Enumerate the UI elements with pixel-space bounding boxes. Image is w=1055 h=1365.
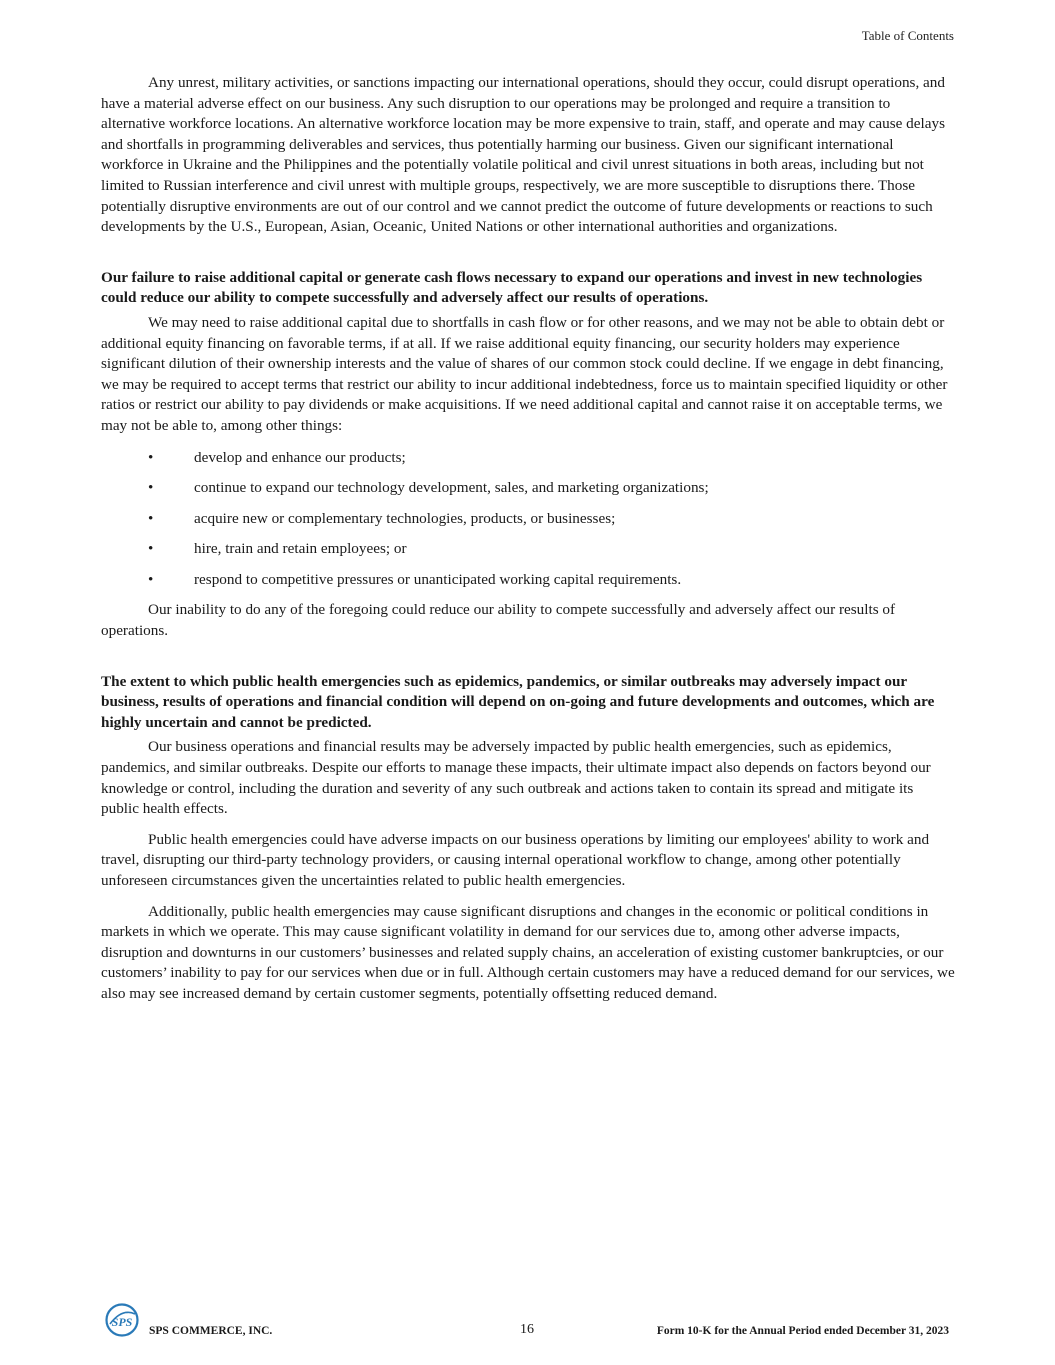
bullet-list [101, 448, 955, 591]
bullet-marker: • [148, 479, 154, 497]
paragraph-health-operations: Public health emergencies could have adverse impacts on our business operations by limiting our employees' ability to work and travel, disrupting our third-party technology providers, or causing internal operational workflow to change, among other potentially unforeseen circumstances given the uncertainties related to public health emergencies. [101, 830, 930, 889]
list-item: • develop and enhance our products; [101, 448, 955, 469]
page-footer [0, 1300, 1055, 1350]
list-item: • hire, train and retain employees; or [101, 539, 955, 560]
paragraph-unrest: Any unrest, military activities, or sanctions impacting our international operations, should they occur, could disrupt operations, and have a material adverse effect on our business. Any such disruption to our operations may be prolonged and require a transition to alternative workforce locations. An alternative workforce location may be more expensive to train, staff, and operate and may cause delays and shortfalls in programming deliverables and services, thus potentially harming our business. Given our significant international workforce in Ukraine and the Philippines and the potentially volatile political and civil unrest situations in both areas, including but not limited to Russian interference and civil unrest with multiple groups, respectively, we are more susceptible to disruptions there. Those potentially disruptive environments are out of our control and we cannot predict the outcome of future developments or reactions to such developments by the U.S., European, Asian, Oceanic, United Nations or other international authorities and organizations. [101, 74, 945, 236]
list-item: • continue to expand our technology development, sales, and marketing organizations; [101, 478, 955, 499]
list-item: • acquire new or complementary technologies, products, or businesses; [101, 509, 955, 530]
table-of-contents-link[interactable]: Table of Contents [861, 28, 954, 43]
heading-capital-risk: Our failure to raise additional capital or generate cash flows necessary to expand our operations and invest in new technologies could reduce our ability to compete successfully and adversely affect our results of operations. [101, 268, 923, 307]
svg-text:SPS: SPS [111, 1315, 133, 1329]
sps-logo-icon [104, 1302, 140, 1338]
company-name: SPS COMMERCE, INC. [149, 1325, 273, 1337]
bullet-marker: • [148, 570, 154, 588]
paragraph-capital: We may need to raise additional capital due to shortfalls in cash flow or for other reasons, and we may not be able to obtain debt or additional equity financing on favorable terms, if at all. If we raise additional equity financing, our security holders may experience significant dilution of their ownership interests and the value of shares of our common stock could decline. If we engage in debt financing, we may be required to accept terms that restrict our ability to incur additional indebtedness, force us to maintain specified liquidity or other ratios or restrict our ability to pay dividends or make acquisitions. If we need additional capital and cannot raise it on acceptable terms, we may not be able to, among other things: [101, 313, 948, 434]
bullet-marker: • [148, 509, 154, 527]
document-body [101, 73, 955, 1005]
paragraph-health-impact: Our business operations and financial results may be adversely impacted by public health emergencies, such as epidemics, pandemics, and similar outbreaks. Despite our efforts to manage these impacts, their ultimate impact also depends on factors beyond our knowledge or control, including the duration and severity of any such outbreak and actions taken to contain its spread and mitigate its public health effects. [101, 738, 931, 818]
heading-health-risk: The extent to which public health emergencies such as epidemics, pandemics, or similar outbreaks may adversely impact our business, results of operations and financial condition will depend on on-going and future developments and outcomes, which are highly uncertain and cannot be predicted. [101, 672, 935, 731]
paragraph-inability: Our inability to do any of the foregoing could reduce our ability to compete successfully and adversely affect our results of operations. [101, 601, 896, 640]
bullet-marker: • [148, 448, 154, 466]
form-title: Form 10-K for the Annual Period ended December 31, 2023 [656, 1325, 949, 1337]
page-number: 16 [520, 1322, 534, 1337]
bullet-marker: • [148, 540, 154, 558]
list-item: • respond to competitive pressures or unanticipated working capital requirements. [101, 570, 955, 591]
paragraph-health-economic: Additionally, public health emergencies may cause significant disruptions and changes in the economic or political conditions in markets in which we operate. This may cause significant volatility in demand for our services due to, among other adverse impacts, disruption and downturns in our customers’ businesses and related supply chains, an acceleration of existing customer bankruptcies, or our customers’ inability to pay for our services when due or in full. Although certain customers may have a reduced demand for our services, we also may see increased demand by certain customer segments, potentially offsetting reduced demand. [101, 902, 955, 1002]
